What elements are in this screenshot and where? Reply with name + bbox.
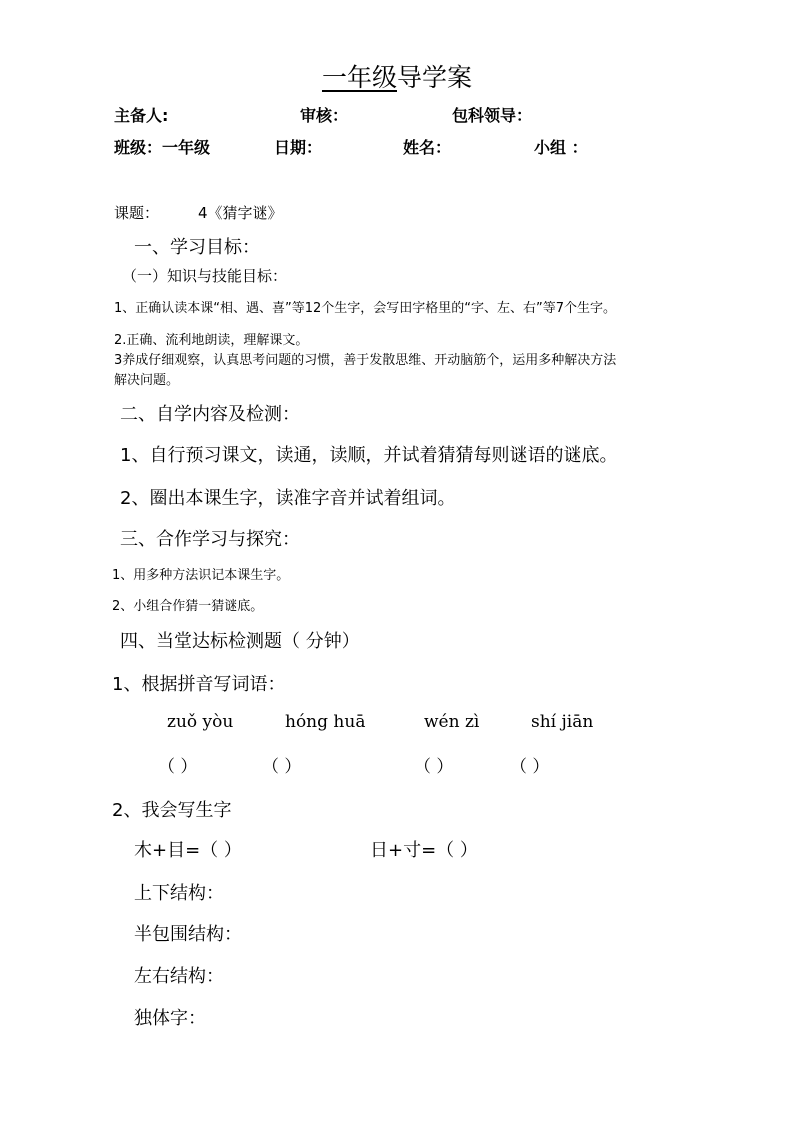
answer-blank-1: （ ） <box>158 757 198 777</box>
title-rest: 导学案 <box>397 63 473 92</box>
class-label: 班级：一年级 <box>114 138 211 157</box>
pinyin-4: shí jiān <box>531 712 594 732</box>
name-label: 姓名： <box>403 138 452 157</box>
structure-half-enclosed: 半包围结构： <box>134 924 242 945</box>
pinyin-2: hóng huā <box>285 712 366 732</box>
self-study-item-2: 2、圈出本课生字，读准字音并试着组词。 <box>120 488 456 509</box>
title-grade: 一年级 <box>321 63 397 92</box>
reviewer-label: 审核： <box>300 106 349 125</box>
group-label: 小组 ： <box>534 138 588 157</box>
section4-heading: 四、当堂达标检测题（ 分钟） <box>120 631 360 652</box>
self-study-item-1: 1、自行预习课文，读通，读顺，并试着猜猜每则谜语的谜底。 <box>120 445 618 466</box>
coop-item-2: 2、小组合作猜一猜谜底。 <box>112 599 264 614</box>
goal-3-line1: 3养成仔细观察，认真思考问题的习惯，善于发散思维、开动脑筋个，运用多种解决方法 <box>114 353 617 368</box>
structure-single: 独体字： <box>134 1008 206 1029</box>
question-1: 1、根据拼音写词语： <box>112 674 286 695</box>
topic-value: 4《猜字谜》 <box>198 204 283 222</box>
goal-3-line2: 解决问题。 <box>114 373 180 388</box>
pinyin-3: wén zì <box>424 712 480 732</box>
structure-top-bottom: 上下结构： <box>134 883 224 904</box>
goal-2: 2.正确、流利地朗读，理解课文。 <box>114 333 309 348</box>
section1-heading: 一、学习目标： <box>134 237 260 258</box>
page-title <box>0 58 794 94</box>
equation-1: 木+目=（ ） <box>134 840 242 861</box>
topic-label: 课题： <box>114 204 160 222</box>
answer-blank-4: （ ） <box>510 757 550 777</box>
answer-blank-2: （ ） <box>262 757 302 777</box>
answer-blank-3: （ ） <box>414 757 454 777</box>
equation-2: 日+寸=（ ） <box>370 840 478 861</box>
date-label: 日期： <box>274 138 323 157</box>
goal-1: 1、正确认读本课“相、遇、喜”等12个生字，会写田字格里的“字、左、右”等7个生字。 <box>114 301 617 316</box>
structure-left-right: 左右结构： <box>134 966 224 987</box>
preparer-label: 主备人: <box>114 106 169 125</box>
section1-subheading: （一）知识与技能目标： <box>122 267 288 285</box>
section2-heading: 二、自学内容及检测： <box>120 404 300 425</box>
question-2: 2、我会写生字 <box>112 800 232 821</box>
pinyin-1: zuǒ yòu <box>167 712 234 732</box>
section3-heading: 三、合作学习与探究： <box>120 529 300 550</box>
leader-label: 包科领导： <box>452 106 533 125</box>
coop-item-1: 1、用多种方法识记本课生字。 <box>112 568 290 583</box>
